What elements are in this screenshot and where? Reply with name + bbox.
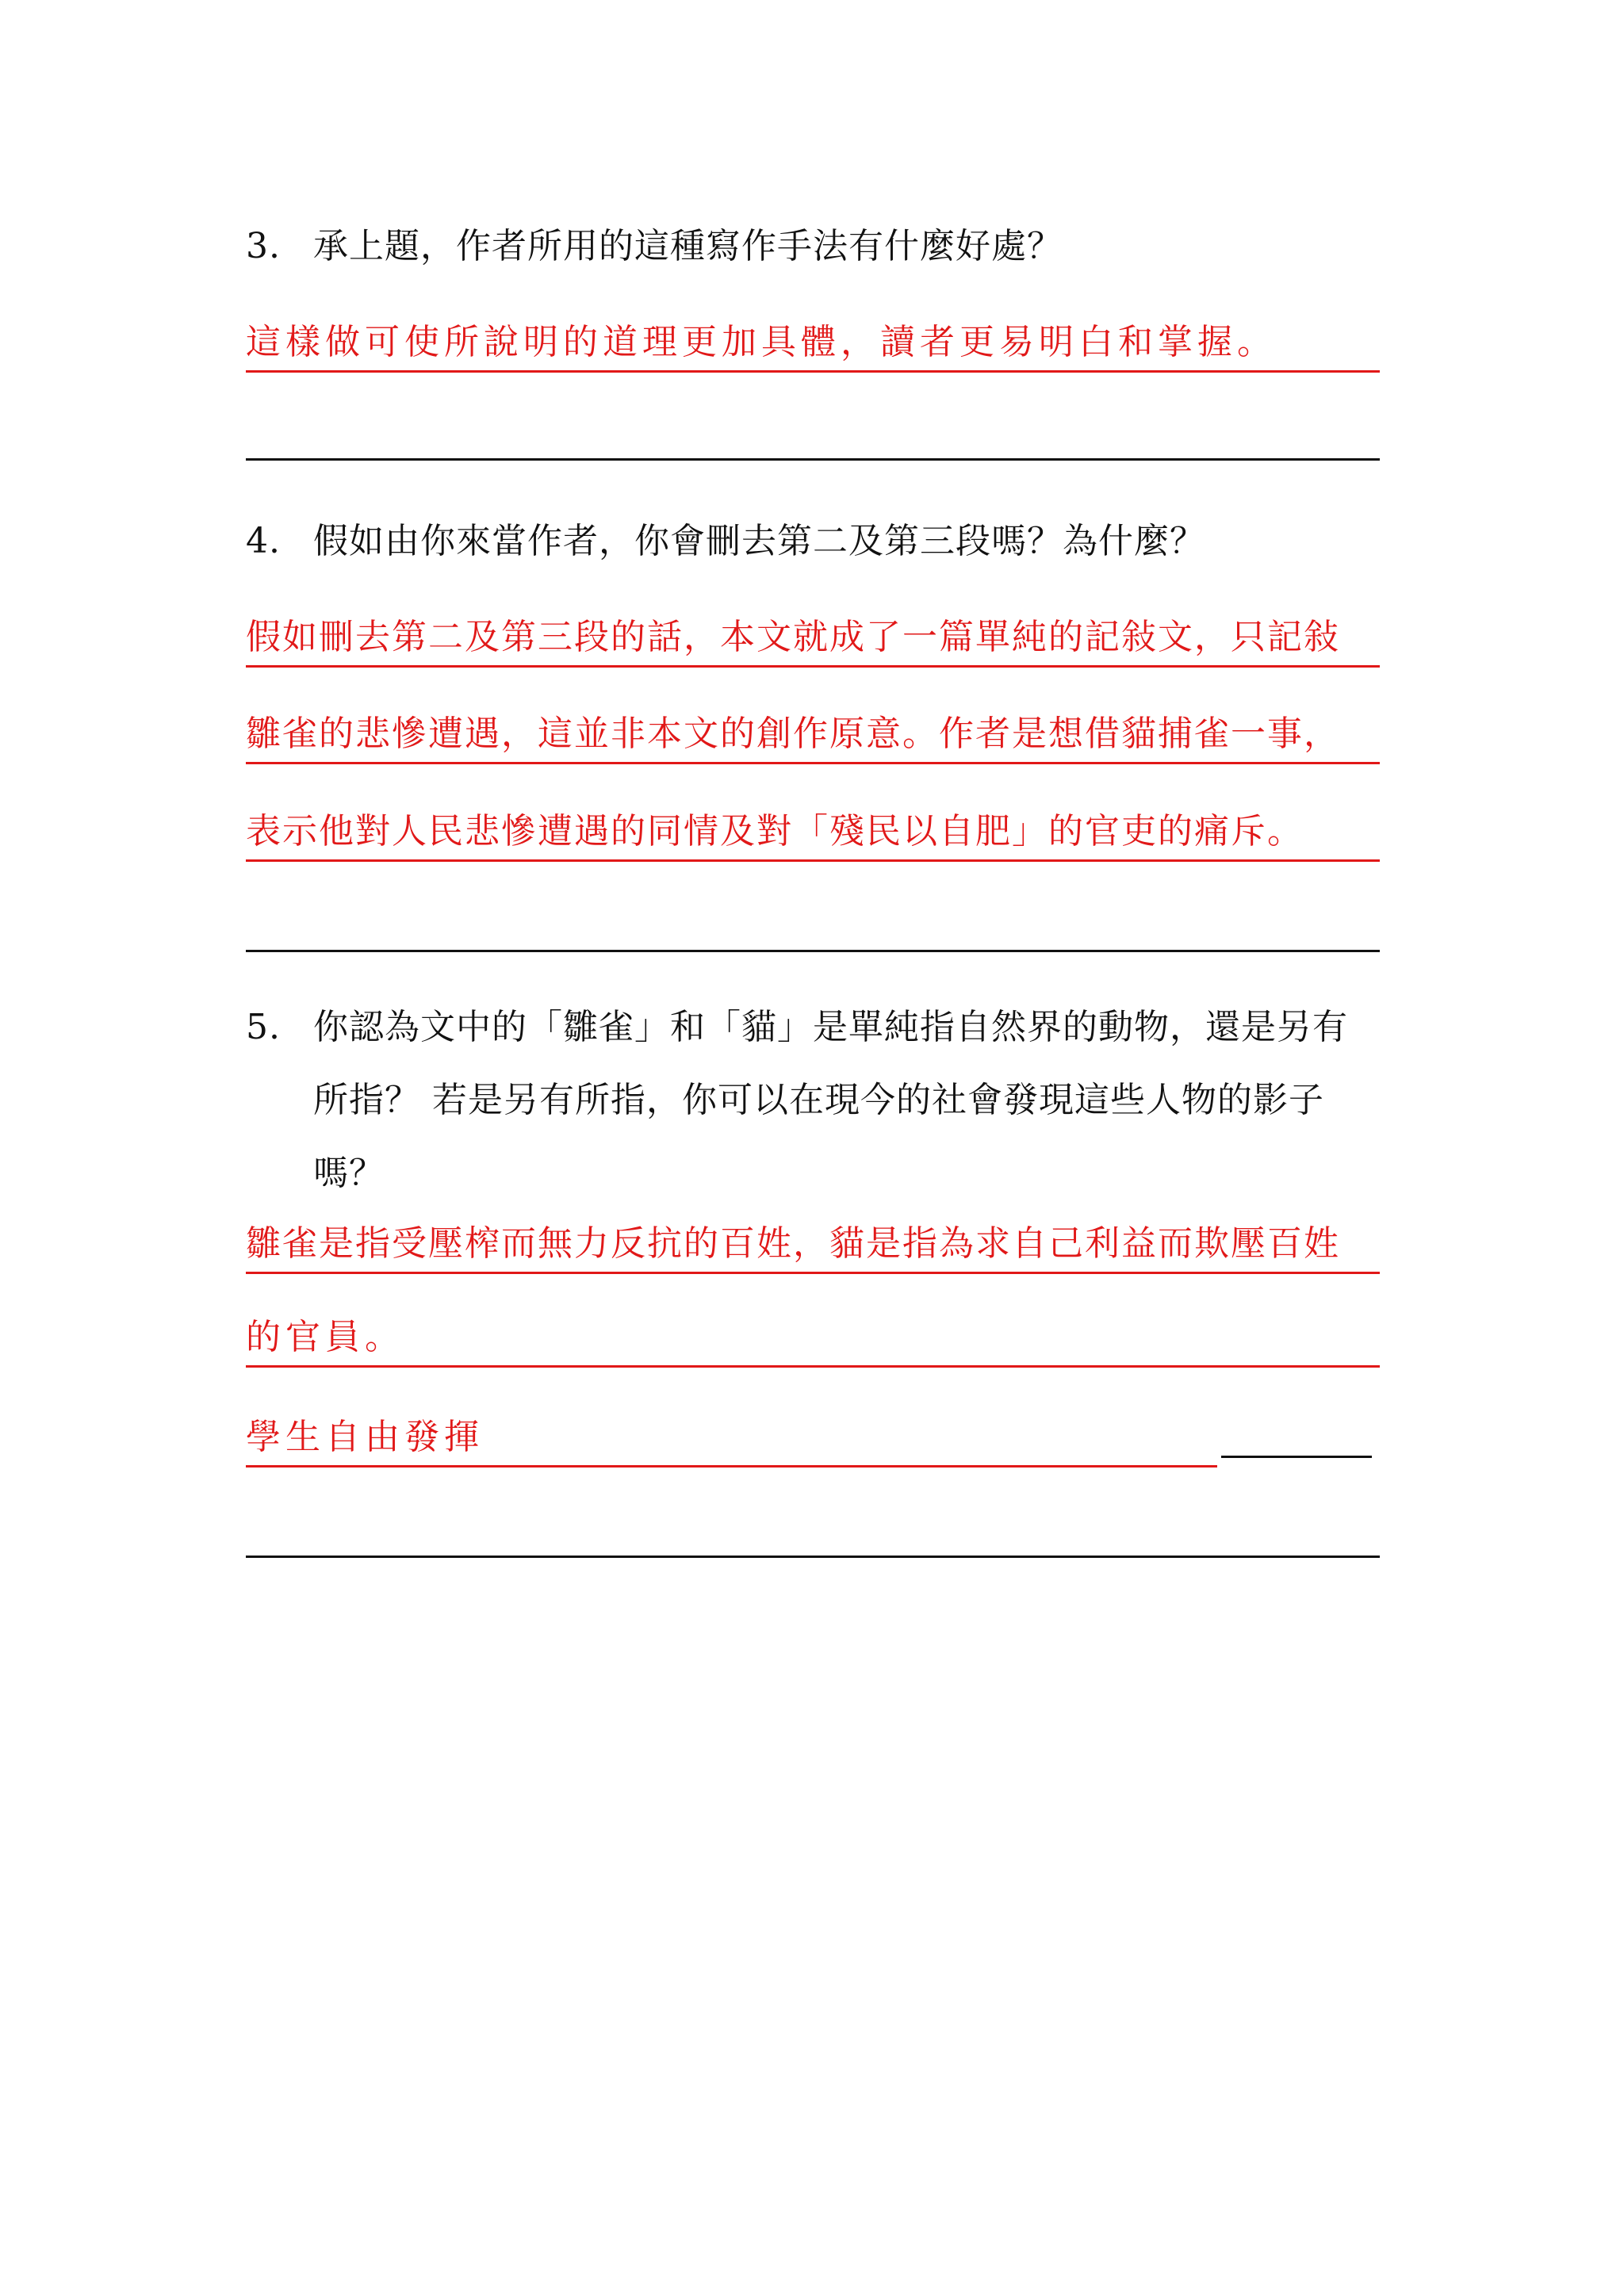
answer-line: 假如刪去第二及第三段的話，本文就成了一篇單純的記敍文，只記敍 <box>246 614 1380 668</box>
question-number: 5. <box>246 1007 281 1047</box>
blank-answer-line <box>1221 1456 1372 1458</box>
blank-answer-line <box>246 1556 1380 1558</box>
question-number: 4. <box>246 521 281 561</box>
question-3 <box>246 210 1380 283</box>
answer-line: 的官員。 <box>246 1314 1380 1368</box>
answer-line: 表示他對人民悲慘遭遇的同情及對「殘民以自肥」的官吏的痛斥。 <box>246 809 1380 862</box>
question-number: 3. <box>246 226 281 266</box>
question-text: 假如由你來當作者，你會刪去第二及第三段嗎？為什麼？ <box>313 521 1205 561</box>
question-text: 承上題，作者所用的這種寫作手法有什麼好處？ <box>313 226 1063 266</box>
question-5 <box>246 991 1380 1210</box>
blank-answer-line <box>246 458 1380 461</box>
answer-line: 學生自由發揮 <box>246 1414 1217 1468</box>
answer-line: 雛雀是指受壓榨而無力反抗的百姓，貓是指為求自己利益而欺壓百姓 <box>246 1221 1380 1274</box>
question-4 <box>246 505 1380 578</box>
question-text: 你認為文中的「雛雀」和「貓」是單純指自然界的動物，還是另有所指？ 若是另有所指，你可以在現今的社會發現這些人物的影子嗎？ <box>313 1007 1348 1193</box>
answer-line: 雛雀的悲慘遭遇，這並非本文的創作原意。作者是想借貓捕雀一事， <box>246 711 1380 764</box>
blank-answer-line <box>246 950 1380 952</box>
answer-line: 這樣做可使所說明的道理更加具體，讀者更易明白和掌握。 <box>246 320 1380 373</box>
